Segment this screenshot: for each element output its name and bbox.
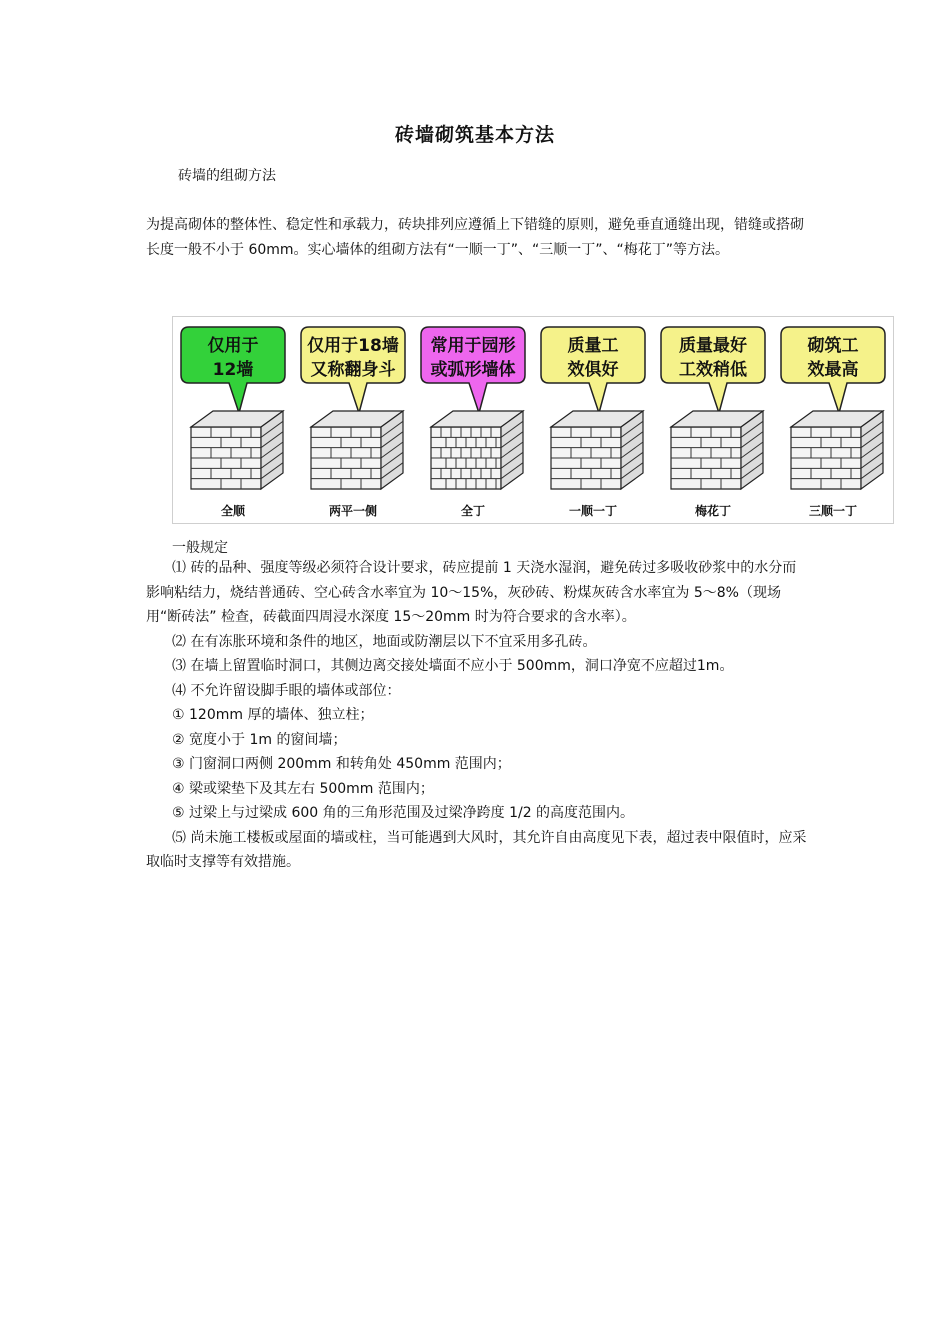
callout-line-1: 质量工 bbox=[567, 336, 619, 356]
bond-panel-1 bbox=[181, 327, 285, 518]
panel-caption: 一顺一丁 bbox=[568, 504, 618, 518]
callout-line-2: 或弧形墙体 bbox=[430, 360, 516, 380]
callout-line-1: 仅用于 bbox=[207, 336, 259, 356]
rule-4-item-1: ① 120mm 厚的墙体、独立柱； bbox=[172, 707, 374, 723]
rule-4-item-5: ⑤ 过梁上与过梁成 600 角的三角形范围及过梁净跨度 1/2 的高度范围内。 bbox=[172, 805, 635, 821]
intro-paragraph: 为提高砌体的整体性、稳定性和承载力，砖块排列应遵循上下错缝的原则，避免垂直通缝出现，错缝或搭砌长度一般不小于 60mm。实心墙体的组砌方法有“一顺一丁”、“三顺一丁”、“梅花丁”等方法。 bbox=[146, 217, 804, 258]
brick-bonding-figure bbox=[172, 316, 894, 524]
page-title: 砖墙砌筑基本方法 bbox=[394, 124, 555, 146]
callout-line-2: 效俱好 bbox=[567, 360, 619, 380]
brick-wall bbox=[431, 411, 523, 489]
panel-caption: 全丁 bbox=[460, 504, 486, 518]
bond-panel-5 bbox=[661, 327, 765, 518]
callout-line-1: 常用于园形 bbox=[430, 336, 516, 356]
callout-line-1: 质量最好 bbox=[679, 336, 747, 356]
brick-wall bbox=[551, 411, 643, 489]
callout-line-2: 又称翻身斗 bbox=[310, 360, 396, 380]
rule-4-item-4: ④ 梁或梁垫下及其左右 500mm 范围内； bbox=[172, 780, 434, 797]
rule-4-item-2: ② 宽度小于 1m 的窗间墙； bbox=[172, 731, 347, 748]
callout-line-1: 砌筑工 bbox=[807, 336, 859, 356]
callout-line-1: 仅用于18墙 bbox=[307, 336, 399, 356]
section-label: 一般规定 bbox=[172, 540, 228, 556]
rule-5: ⑸ 尚未施工楼板或屋面的墙或柱，当可能遇到大风时，其允许自由高度见下表，超过表中限值时，应采取临时支撑等有效措施。 bbox=[146, 829, 807, 870]
brick-wall bbox=[311, 411, 403, 489]
callout-line-2: 工效稍低 bbox=[679, 360, 747, 380]
bond-panel-4 bbox=[541, 327, 645, 518]
rule-3: ⑶ 在墙上留置临时洞口，其侧边离交接处墙面不应小于 500mm，洞口净宽不应超过1m。 bbox=[172, 658, 734, 674]
callout-line-2: 12墙 bbox=[212, 360, 254, 380]
bond-panel-6 bbox=[781, 327, 885, 518]
bond-panel-2 bbox=[301, 327, 405, 518]
panel-caption: 三顺一丁 bbox=[808, 504, 858, 518]
panel-caption: 两平一侧 bbox=[328, 504, 378, 518]
brick-bonding-diagram bbox=[173, 317, 893, 523]
rule-2: ⑵ 在有冻胀环境和条件的地区，地面或防潮层以下不宜采用多孔砖。 bbox=[172, 633, 597, 650]
rules-list bbox=[146, 556, 810, 875]
rule-4: ⑷ 不允许留设脚手眼的墙体或部位： bbox=[172, 682, 401, 699]
subheading: 砖墙的组砌方法 bbox=[178, 168, 276, 184]
rule-1: ⑴ 砖的品种、强度等级必须符合设计要求，砖应提前 1 天浇水湿润，避免砖过多吸收砂浆中的水分而影响粘结力，烧结普通砖、空心砖含水率宜为 10～15%，灰砂砖、粉煤灰砖含水率宜为 5～8%（现场用“断砖法” 检查，砖截面四周浸水深度 15～20mm 时为符合要求的含水率）。 bbox=[146, 560, 797, 625]
brick-wall bbox=[671, 411, 763, 489]
brick-wall bbox=[191, 411, 283, 489]
callout-line-2: 效最高 bbox=[807, 360, 859, 380]
panel-caption: 全顺 bbox=[220, 504, 246, 518]
panel-caption: 梅花丁 bbox=[694, 504, 732, 518]
bond-panel-3 bbox=[421, 327, 525, 518]
rule-4-item-3: ③ 门窗洞口两侧 200mm 和转角处 450mm 范围内； bbox=[172, 756, 511, 772]
brick-wall bbox=[791, 411, 883, 489]
